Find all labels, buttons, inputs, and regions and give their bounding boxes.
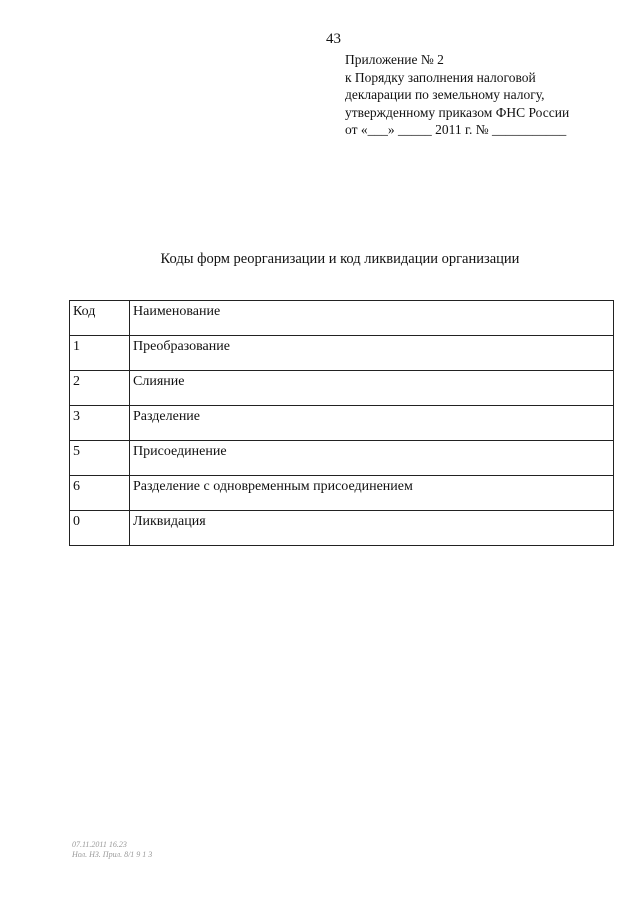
appendix-line: к Порядку заполнения налоговой: [345, 69, 536, 85]
table-row: [70, 371, 614, 406]
row-name: Разделение: [130, 406, 614, 441]
table-row: [70, 476, 614, 511]
appendix-line: от «___» _____ 2011 г. № ___________: [345, 122, 567, 137]
table-header-row: [70, 301, 614, 336]
appendix-line: утвержденному приказом ФНС России: [345, 104, 570, 120]
table-row: [70, 406, 614, 441]
header-code: Код: [70, 301, 130, 336]
page-number: 43: [326, 31, 341, 47]
appendix-block: [345, 51, 615, 139]
row-code: 6: [70, 476, 130, 511]
row-name: Присоединение: [130, 441, 614, 476]
row-code: 1: [70, 336, 130, 371]
footer-note: [72, 840, 152, 860]
row-name: Разделение с одновременным присоединением: [130, 476, 614, 511]
row-name: Преобразование: [130, 336, 614, 371]
row-name: Слияние: [130, 371, 614, 406]
row-code: 0: [70, 511, 130, 546]
footer-line: Нол. НЗ. Прил. 8/1 9 1 3: [72, 850, 153, 859]
row-code: 3: [70, 406, 130, 441]
appendix-line: декларации по земельному налогу,: [345, 87, 545, 102]
header-name: Наименование: [130, 301, 614, 336]
row-name: Ликвидация: [130, 511, 614, 546]
table-row: [70, 511, 614, 546]
row-code: 2: [70, 371, 130, 406]
document-title: Коды форм реорганизации и код ликвидации организации: [160, 251, 520, 267]
table-row: [70, 441, 614, 476]
footer-line: 07.11.2011 16.23: [72, 840, 127, 849]
codes-table: [69, 300, 614, 546]
table-row: [70, 336, 614, 371]
row-code: 5: [70, 441, 130, 476]
appendix-line: Приложение № 2: [345, 52, 444, 67]
